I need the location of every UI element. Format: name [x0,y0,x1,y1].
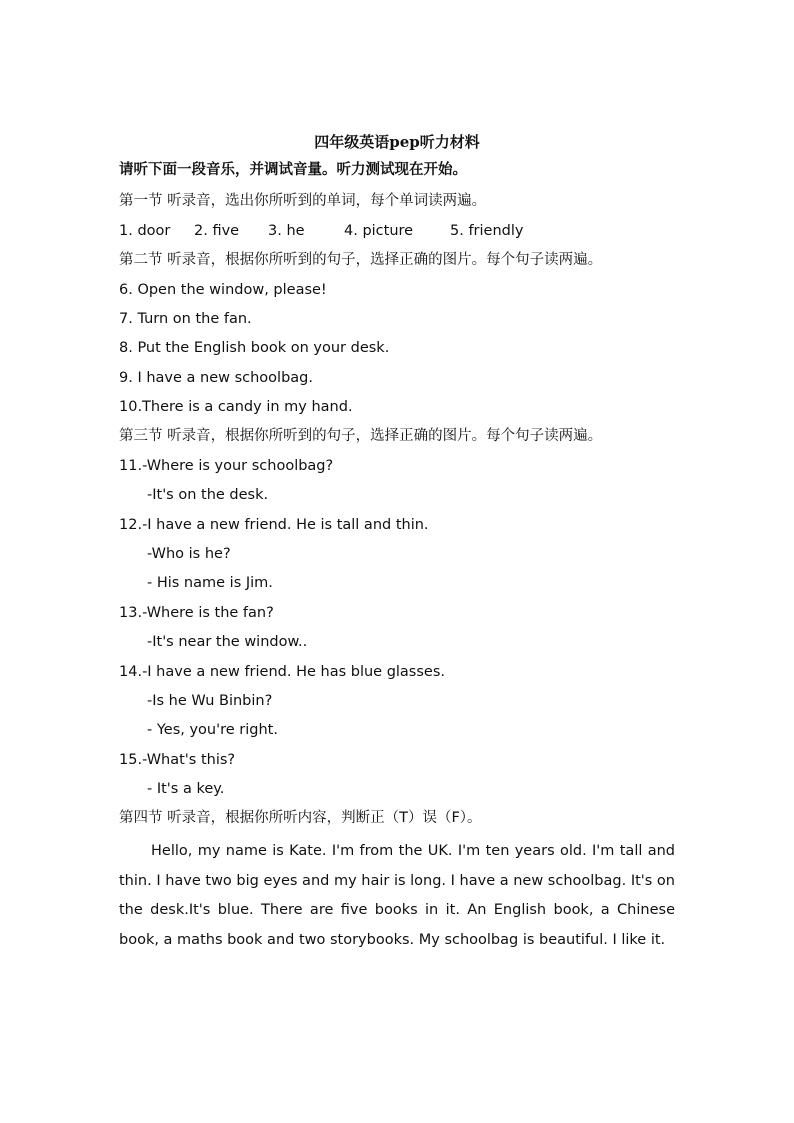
dialogue-12-line1 [119,515,429,535]
dialogue-12-line2: -Who is he? [147,546,231,562]
word-item-1: 1. door [119,223,171,239]
dialogue-11-line1 [119,456,333,476]
section2-item-10: 10.There is a candy in my hand. [119,399,353,415]
section2-heading: 第二节 听录音，根据你所听到的句子，选择正确的图片。每个句子读两遍。 [119,252,603,268]
dialogue-14-line3: - Yes, you're right. [147,722,278,738]
dialogue-15-line2: - It's a key. [147,781,225,797]
question-number: 12. [119,517,143,533]
section2-item-7: 7. Turn on the fan. [119,311,252,327]
question-number: 13. [119,605,143,621]
word-item-4: 4. picture [344,223,414,239]
dialogue-14-line1 [119,662,445,682]
section2-item-8: 8. Put the English book on your desk. [119,340,390,356]
dialogue-text: -Where is your schoolbag? [142,458,334,474]
word-item-2: 2. five [194,223,240,239]
dialogue-text: -What's this? [142,752,236,768]
section2-item-6: 6. Open the window, please! [119,282,327,298]
dialogue-text: -I have a new friend. He has blue glasses. [142,664,446,680]
question-number: 11. [119,458,143,474]
dialogue-12-line3: - His name is Jim. [147,575,273,591]
section2-item-9: 9. I have a new schoolbag. [119,370,313,386]
dialogue-11-line2: -It's on the desk. [147,487,269,503]
section3-heading: 第三节 听录音，根据你所听到的句子，选择正确的图片。每个句子读两遍。 [119,428,603,444]
dialogue-14-line2: -Is he Wu Binbin? [147,693,273,709]
question-number: 14. [119,664,143,680]
dialogue-text: -I have a new friend. He is tall and thin. [142,517,429,533]
word-item-5: 5. friendly [450,223,524,239]
section1-heading: 第一节 听录音，选出你所听到的单词，每个单词读两遍。 [119,193,487,209]
dialogue-13-line1 [119,603,274,623]
dialogue-13-line2: -It's near the window.. [147,634,308,650]
word-item-3: 3. he [268,223,305,239]
dialogue-15-line1 [119,750,235,770]
document-title: 四年级英语pep听力材料 [314,133,480,151]
section4-heading: 第四节 听录音，根据你所听内容，判断正（T）误（F）。 [119,810,482,826]
intro-instruction: 请听下面一段音乐，并调试音量。听力测试现在开始。 [119,161,467,178]
section4-passage: Hello, my name is Kate. I'm from the UK. I'm ten years old. I'm tall and thin. I have two big eyes and my hair is long. I have a new schoolbag. It's on the desk.It's blue. There are five books in it. An English book, a Chinese book, a maths book and two storybooks. My schoolbag is beautiful. I like it. [119,843,675,948]
dialogue-text: -Where is the fan? [142,605,274,621]
question-number: 15. [119,752,143,768]
